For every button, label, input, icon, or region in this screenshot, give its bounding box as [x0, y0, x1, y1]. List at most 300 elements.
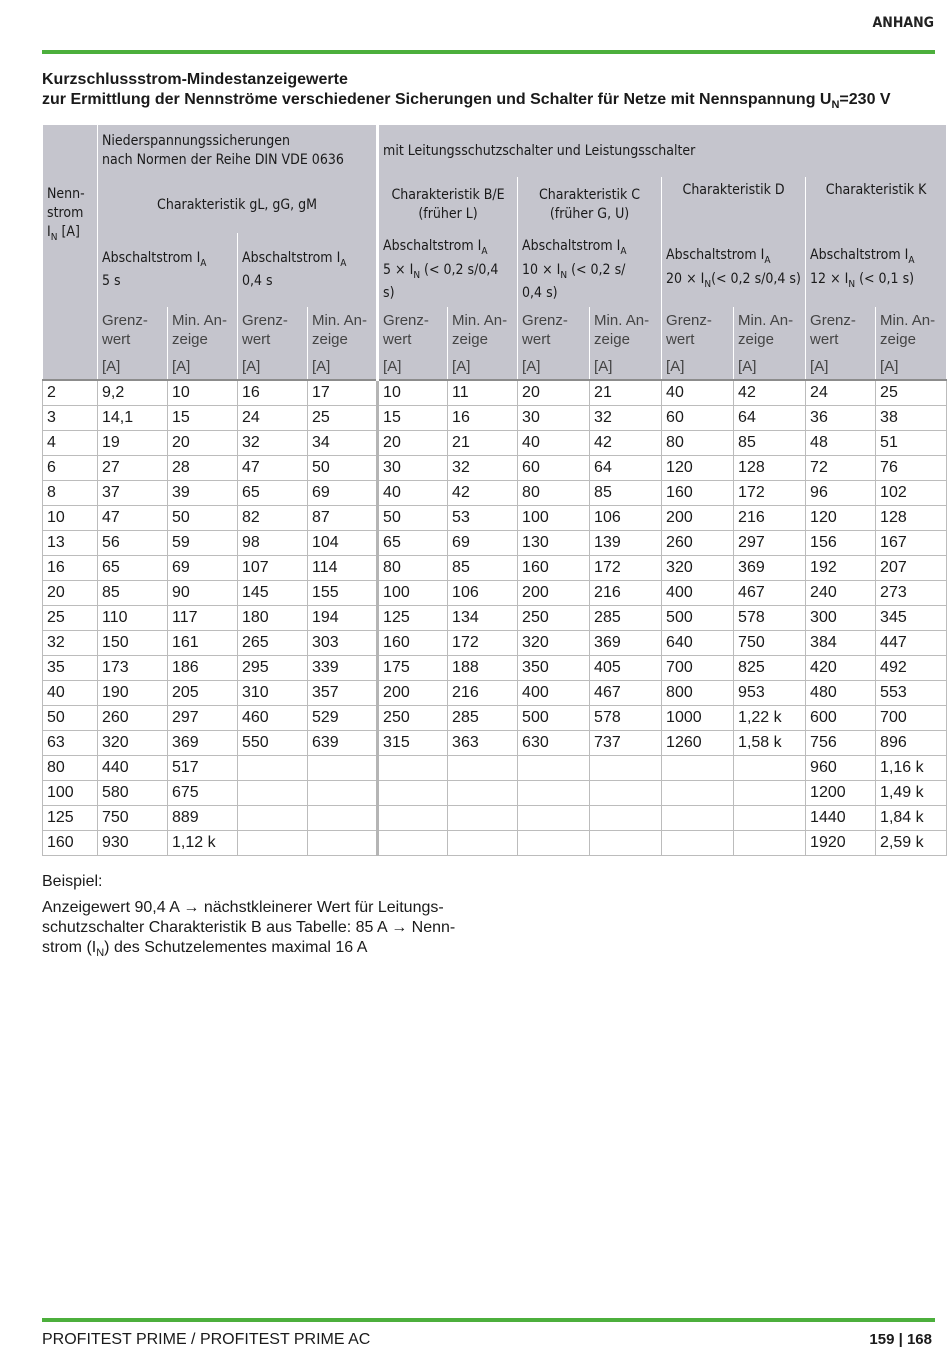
short-circuit-table: [42, 125, 947, 856]
table-cell: [662, 781, 734, 806]
table-cell: 28: [168, 456, 238, 481]
row-nominal-current: 2: [43, 380, 98, 406]
table-cell: 145: [238, 581, 308, 606]
table-cell: 200: [662, 506, 734, 531]
table-cell: 1000: [662, 706, 734, 731]
row-nominal-current: 10: [43, 506, 98, 531]
table-cell: 32: [448, 456, 518, 481]
table-cell: 1200: [806, 781, 876, 806]
table-cell: 82: [238, 506, 308, 531]
table-cell: [518, 781, 590, 806]
table-cell: 580: [98, 781, 168, 806]
col-min: Min. An- zeige: [168, 307, 238, 353]
table-cell: 25: [876, 380, 947, 406]
table-cell: 737: [590, 731, 662, 756]
table-cell: 369: [168, 731, 238, 756]
table-cell: 320: [662, 556, 734, 581]
table-cell: 320: [98, 731, 168, 756]
row-nominal-current: 8: [43, 481, 98, 506]
table-cell: [448, 781, 518, 806]
table-cell: 85: [448, 556, 518, 581]
table-cell: 273: [876, 581, 947, 606]
title-line-1: Kurzschlussstrom-Mindestanzeigewerte: [42, 71, 348, 88]
table-cell: 64: [734, 406, 806, 431]
table-cell: 16: [238, 380, 308, 406]
table-cell: [238, 781, 308, 806]
table-row: [43, 431, 947, 456]
char-be: Charakteristik B/E (früher L): [378, 177, 518, 233]
table-cell: 106: [448, 581, 518, 606]
table-cell: 11: [448, 380, 518, 406]
table-cell: 114: [308, 556, 378, 581]
table-cell: 1440: [806, 806, 876, 831]
table-cell: 529: [308, 706, 378, 731]
col-min: Min. An- zeige: [590, 307, 662, 353]
rowheader-nominal-current: Nenn- strom $I_N$ [A]: [43, 125, 98, 307]
table-cell: [734, 831, 806, 856]
table-cell: [238, 756, 308, 781]
char-fuses: Charakteristik gL, gG, gM: [98, 177, 378, 233]
trip-d: Abschaltstrom $I_A$ $20 \times I_N(< 0,2$ s/0,4 s): [662, 233, 806, 307]
example-note: [42, 872, 482, 969]
table-cell: 750: [98, 806, 168, 831]
table-cell: 172: [734, 481, 806, 506]
trip-c: Abschaltstrom $I_A$ $10 \times I_N$ (< 0,2 s/ 0,4 s): [518, 233, 662, 307]
table-cell: 467: [734, 581, 806, 606]
table-cell: 175: [378, 656, 448, 681]
table-cell: 98: [238, 531, 308, 556]
table-cell: 19: [98, 431, 168, 456]
table-cell: 69: [168, 556, 238, 581]
table-cell: 139: [590, 531, 662, 556]
table-cell: 800: [662, 681, 734, 706]
table-cell: 30: [378, 456, 448, 481]
table-cell: 186: [168, 656, 238, 681]
table-cell: 173: [98, 656, 168, 681]
table-cell: 440: [98, 756, 168, 781]
char-k: Charakteristik K: [806, 177, 947, 233]
table-cell: 47: [238, 456, 308, 481]
table-cell: 59: [168, 531, 238, 556]
table-cell: 130: [518, 531, 590, 556]
table-cell: 87: [308, 506, 378, 531]
table-cell: 194: [308, 606, 378, 631]
table-cell: 825: [734, 656, 806, 681]
table-cell: 15: [378, 406, 448, 431]
table-cell: 600: [806, 706, 876, 731]
table-cell: [662, 831, 734, 856]
table-cell: 20: [378, 431, 448, 456]
table-cell: 156: [806, 531, 876, 556]
table-cell: 400: [518, 681, 590, 706]
table-cell: 297: [168, 706, 238, 731]
table-cell: 21: [590, 380, 662, 406]
table-cell: 10: [378, 380, 448, 406]
table-cell: [448, 756, 518, 781]
table-cell: 9,2: [98, 380, 168, 406]
table-cell: 930: [98, 831, 168, 856]
table-cell: 553: [876, 681, 947, 706]
table-cell: 72: [806, 456, 876, 481]
table-cell: 297: [734, 531, 806, 556]
table-cell: 1920: [806, 831, 876, 856]
table-cell: 80: [518, 481, 590, 506]
table-row: [43, 556, 947, 581]
table-cell: 578: [734, 606, 806, 631]
table-cell: [238, 806, 308, 831]
table-cell: 1,84 k: [876, 806, 947, 831]
table-cell: 160: [662, 481, 734, 506]
table-cell: 369: [590, 631, 662, 656]
table-cell: 40: [662, 380, 734, 406]
table-cell: 102: [876, 481, 947, 506]
col-limit: Grenz- wert: [806, 307, 876, 353]
table-cell: 480: [806, 681, 876, 706]
table-cell: 250: [518, 606, 590, 631]
table-cell: 315: [378, 731, 448, 756]
unit-row: [A] [A] [A] [A] [A] [A] [A] [A] [A] [A] [A] [A]: [43, 353, 947, 380]
table-cell: 500: [662, 606, 734, 631]
table-cell: 34: [308, 431, 378, 456]
table-cell: 460: [238, 706, 308, 731]
col-limit: Grenz- wert: [518, 307, 590, 353]
table-cell: 56: [98, 531, 168, 556]
table-cell: 260: [98, 706, 168, 731]
table-cell: 38: [876, 406, 947, 431]
table-cell: 120: [662, 456, 734, 481]
table-cell: [308, 806, 378, 831]
table-cell: 630: [518, 731, 590, 756]
footer-product: PROFITEST PRIME / PROFITEST PRIME AC: [42, 1331, 371, 1348]
table-cell: 48: [806, 431, 876, 456]
table-row: [43, 731, 947, 756]
table-cell: [448, 831, 518, 856]
row-nominal-current: 160: [43, 831, 98, 856]
table-cell: 14,1: [98, 406, 168, 431]
table-cell: 25: [308, 406, 378, 431]
char-d: Charakteristik D: [662, 177, 806, 233]
table-cell: 32: [590, 406, 662, 431]
table-cell: 384: [806, 631, 876, 656]
table-cell: 117: [168, 606, 238, 631]
table-row: [43, 831, 947, 856]
table-cell: 1,49 k: [876, 781, 947, 806]
col-min: Min. An- zeige: [734, 307, 806, 353]
trip-be: Abschaltstrom $I_A$ $5 \times I_N$ (< 0,2 s/0,4 s): [378, 233, 518, 307]
row-nominal-current: 50: [43, 706, 98, 731]
table-cell: 125: [378, 606, 448, 631]
table-cell: 65: [238, 481, 308, 506]
table-cell: 1260: [662, 731, 734, 756]
table-cell: 106: [590, 506, 662, 531]
table-cell: 69: [448, 531, 518, 556]
table-cell: 64: [590, 456, 662, 481]
table-cell: 1,12 k: [168, 831, 238, 856]
table-cell: 120: [806, 506, 876, 531]
table-cell: [308, 831, 378, 856]
table-cell: 639: [308, 731, 378, 756]
table-cell: 27: [98, 456, 168, 481]
table-cell: 200: [378, 681, 448, 706]
table-cell: 20: [518, 380, 590, 406]
table-cell: 190: [98, 681, 168, 706]
table-cell: [518, 756, 590, 781]
table-cell: [448, 806, 518, 831]
row-nominal-current: 32: [43, 631, 98, 656]
table-cell: 467: [590, 681, 662, 706]
header-rule: [42, 50, 935, 54]
example-text: Anzeigewert 90,4 A → nächstkleinerer Wert für Leitungs-schutzschalter Charakteristik B aus Tabelle: 85 A → Nenn-strom $(I_N)$ des Schutzelementes maximal 16 A: [42, 899, 456, 960]
table-cell: 110: [98, 606, 168, 631]
table-cell: [518, 831, 590, 856]
col-limit: Grenz- wert: [378, 307, 448, 353]
table-cell: 207: [876, 556, 947, 581]
row-nominal-current: 100: [43, 781, 98, 806]
table-cell: 80: [662, 431, 734, 456]
table-row: [43, 406, 947, 431]
trip-k: Abschaltstrom $I_A$ $12 \times I_N$ (< 0,1 s): [806, 233, 947, 307]
table-row: [43, 656, 947, 681]
table-cell: 24: [806, 380, 876, 406]
table-cell: 85: [734, 431, 806, 456]
table-cell: 675: [168, 781, 238, 806]
table-cell: 30: [518, 406, 590, 431]
table-cell: 21: [448, 431, 518, 456]
table-cell: [734, 806, 806, 831]
table-row: [43, 481, 947, 506]
table-cell: [378, 781, 448, 806]
row-nominal-current: 25: [43, 606, 98, 631]
row-nominal-current: 16: [43, 556, 98, 581]
table-cell: 750: [734, 631, 806, 656]
row-nominal-current: 20: [43, 581, 98, 606]
table-cell: 300: [806, 606, 876, 631]
table-cell: 320: [518, 631, 590, 656]
table-cell: 172: [590, 556, 662, 581]
table-cell: 40: [518, 431, 590, 456]
table-cell: 50: [168, 506, 238, 531]
table-cell: [378, 806, 448, 831]
table-row: [43, 380, 947, 406]
table-cell: 953: [734, 681, 806, 706]
table-cell: [590, 806, 662, 831]
table-cell: 339: [308, 656, 378, 681]
table-cell: 42: [734, 380, 806, 406]
table-cell: 889: [168, 806, 238, 831]
table-cell: 303: [308, 631, 378, 656]
char-c: Charakteristik C (früher G, U): [518, 177, 662, 233]
table-cell: 50: [308, 456, 378, 481]
section-label: ANHANG: [872, 15, 934, 31]
table-cell: 60: [662, 406, 734, 431]
table-cell: 128: [876, 506, 947, 531]
table-cell: 40: [378, 481, 448, 506]
table-cell: [734, 756, 806, 781]
table-cell: 100: [518, 506, 590, 531]
table-cell: 350: [518, 656, 590, 681]
table-cell: 640: [662, 631, 734, 656]
group-breakers: mit Leitungsschutzschalter und Leistungsschalter: [378, 125, 947, 177]
table-cell: 550: [238, 731, 308, 756]
trip-fuse-5s: Abschaltstrom $I_A$ 5 s: [98, 233, 238, 307]
table-cell: 447: [876, 631, 947, 656]
table-cell: 134: [448, 606, 518, 631]
table-cell: 240: [806, 581, 876, 606]
table-cell: 756: [806, 731, 876, 756]
table-cell: 517: [168, 756, 238, 781]
table-cell: 128: [734, 456, 806, 481]
footer-page-number: 159 | 168: [869, 1331, 932, 1348]
table-cell: 24: [238, 406, 308, 431]
title-line-2: zur Ermittlung der Nennströme verschiedener Sicherungen und Schalter für Netze mit Nennspannung $U_N=230$ V: [42, 91, 891, 112]
table-cell: 16: [448, 406, 518, 431]
table-cell: 216: [734, 506, 806, 531]
table-cell: 69: [308, 481, 378, 506]
table-cell: 420: [806, 656, 876, 681]
page-title: [42, 70, 891, 115]
table-row: [43, 806, 947, 831]
table-cell: 896: [876, 731, 947, 756]
table-cell: 500: [518, 706, 590, 731]
table-cell: 345: [876, 606, 947, 631]
table-cell: [378, 756, 448, 781]
table-row: [43, 531, 947, 556]
table-cell: [734, 781, 806, 806]
col-limit: Grenz- wert: [98, 307, 168, 353]
table-cell: 357: [308, 681, 378, 706]
table-cell: 10: [168, 380, 238, 406]
table-cell: [590, 831, 662, 856]
table-cell: 76: [876, 456, 947, 481]
table-cell: [590, 781, 662, 806]
table-cell: 363: [448, 731, 518, 756]
table-cell: 160: [518, 556, 590, 581]
footer-rule: [42, 1318, 935, 1322]
table-body: [43, 380, 947, 856]
trip-fuse-04s: Abschaltstrom $I_A$ 0,4 s: [238, 233, 378, 307]
group-fuses: Niederspannungssicherungen nach Normen der Reihe DIN VDE 0636: [98, 125, 378, 177]
table-row: [43, 706, 947, 731]
col-limit: Grenz- wert: [662, 307, 734, 353]
row-nominal-current: 80: [43, 756, 98, 781]
table-header: [43, 125, 947, 380]
table-cell: 188: [448, 656, 518, 681]
row-nominal-current: 125: [43, 806, 98, 831]
table-cell: 310: [238, 681, 308, 706]
table-cell: [308, 756, 378, 781]
table-cell: 80: [378, 556, 448, 581]
table-cell: 192: [806, 556, 876, 581]
col-min: Min. An- zeige: [448, 307, 518, 353]
table-cell: 107: [238, 556, 308, 581]
table-cell: 250: [378, 706, 448, 731]
row-nominal-current: 3: [43, 406, 98, 431]
table-cell: 578: [590, 706, 662, 731]
table-cell: 1,22 k: [734, 706, 806, 731]
col-min: Min. An- zeige: [876, 307, 947, 353]
row-nominal-current: 6: [43, 456, 98, 481]
table-cell: 492: [876, 656, 947, 681]
table-cell: 60: [518, 456, 590, 481]
table-cell: 42: [448, 481, 518, 506]
table-row: [43, 456, 947, 481]
table-cell: 65: [98, 556, 168, 581]
table-cell: 90: [168, 581, 238, 606]
table-cell: 53: [448, 506, 518, 531]
table-cell: 216: [448, 681, 518, 706]
row-nominal-current: 40: [43, 681, 98, 706]
table-cell: 260: [662, 531, 734, 556]
table-row: [43, 581, 947, 606]
col-min: Min. An- zeige: [308, 307, 378, 353]
table-cell: 51: [876, 431, 947, 456]
table-cell: 700: [662, 656, 734, 681]
col-limit: Grenz- wert: [238, 307, 308, 353]
table-cell: 2,59 k: [876, 831, 947, 856]
table-row: [43, 681, 947, 706]
table-cell: 160: [378, 631, 448, 656]
table-row: [43, 606, 947, 631]
table-cell: 65: [378, 531, 448, 556]
row-nominal-current: 63: [43, 731, 98, 756]
table-cell: 96: [806, 481, 876, 506]
table-cell: [518, 806, 590, 831]
table-cell: 150: [98, 631, 168, 656]
table-cell: 167: [876, 531, 947, 556]
table-cell: 700: [876, 706, 947, 731]
table-cell: 216: [590, 581, 662, 606]
table-cell: 200: [518, 581, 590, 606]
row-nominal-current: 35: [43, 656, 98, 681]
table-cell: 85: [590, 481, 662, 506]
table-cell: [378, 831, 448, 856]
table-cell: 285: [590, 606, 662, 631]
table-cell: 17: [308, 380, 378, 406]
table-cell: [662, 756, 734, 781]
table-cell: 15: [168, 406, 238, 431]
table-cell: 36: [806, 406, 876, 431]
table-cell: 205: [168, 681, 238, 706]
table-cell: 1,16 k: [876, 756, 947, 781]
table-row: [43, 781, 947, 806]
table-cell: 104: [308, 531, 378, 556]
table-cell: 47: [98, 506, 168, 531]
table-cell: [238, 831, 308, 856]
table-cell: [662, 806, 734, 831]
table-cell: 100: [378, 581, 448, 606]
table-cell: 39: [168, 481, 238, 506]
table-cell: 265: [238, 631, 308, 656]
table-cell: [590, 756, 662, 781]
table-cell: [308, 781, 378, 806]
table-cell: 400: [662, 581, 734, 606]
row-nominal-current: 13: [43, 531, 98, 556]
table-cell: 50: [378, 506, 448, 531]
table-cell: 161: [168, 631, 238, 656]
example-heading: Beispiel:: [42, 873, 103, 890]
table-cell: 295: [238, 656, 308, 681]
table-cell: 20: [168, 431, 238, 456]
table-row: [43, 506, 947, 531]
table-cell: 285: [448, 706, 518, 731]
table-cell: 85: [98, 581, 168, 606]
table-cell: 405: [590, 656, 662, 681]
row-nominal-current: 4: [43, 431, 98, 456]
table-cell: 155: [308, 581, 378, 606]
table-cell: 1,58 k: [734, 731, 806, 756]
table-cell: 172: [448, 631, 518, 656]
table-cell: 180: [238, 606, 308, 631]
